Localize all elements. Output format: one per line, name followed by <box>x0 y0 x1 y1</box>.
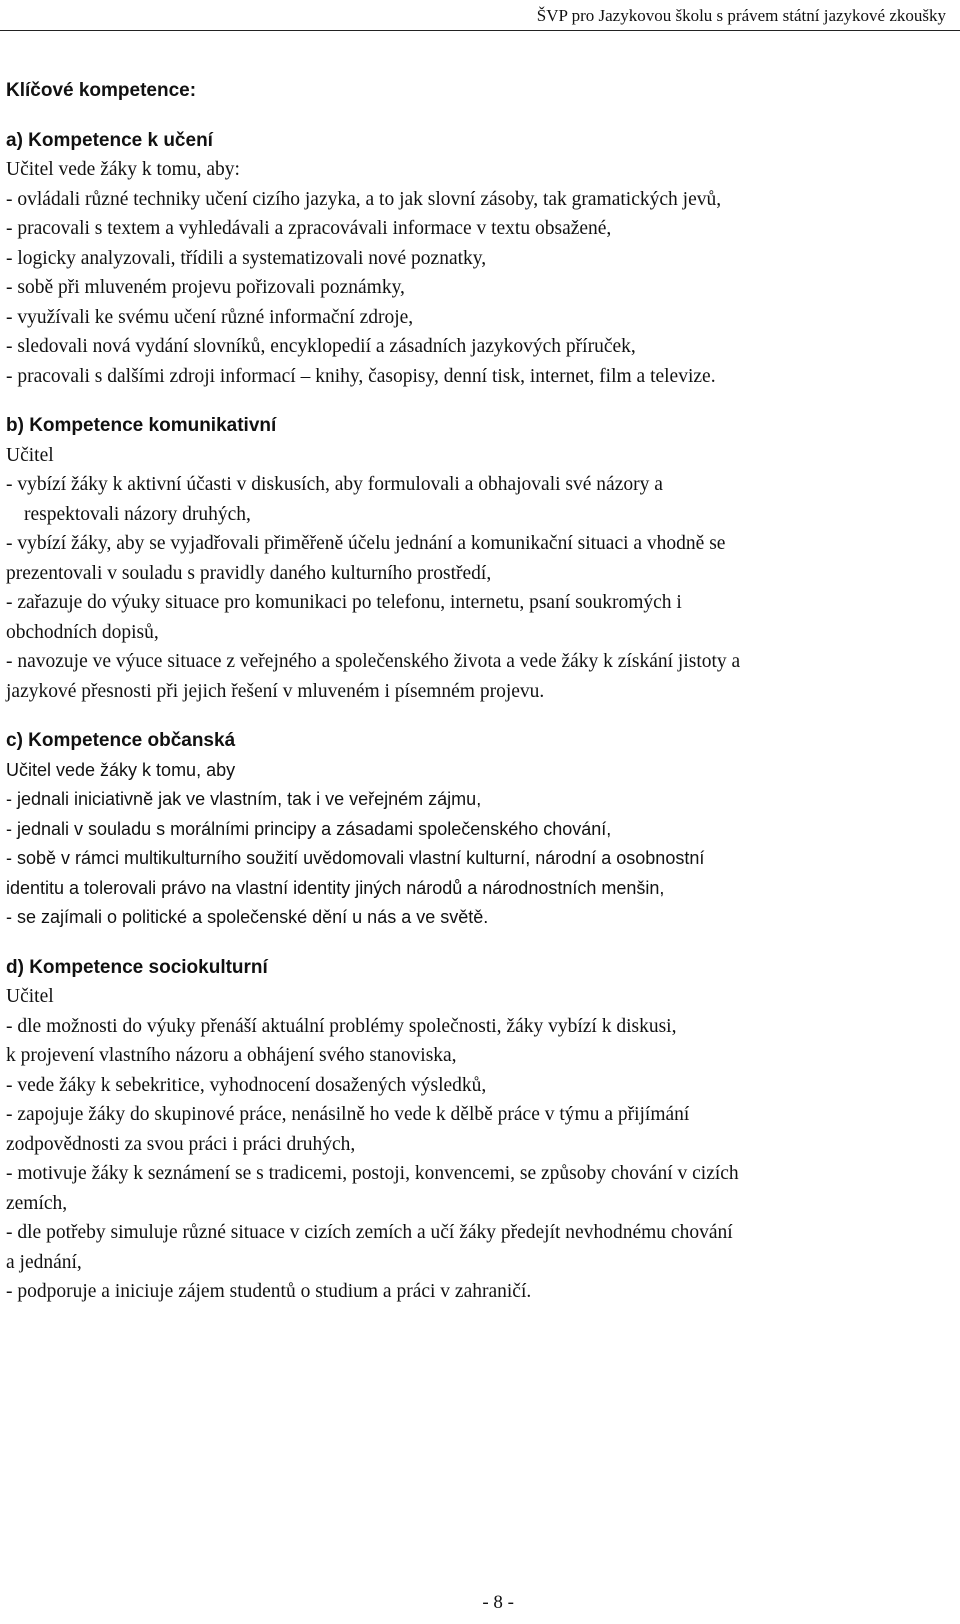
section-line: - sobě při mluveném projevu pořizovali poznámky, <box>6 277 405 298</box>
section-line: - vybízí žáky, aby se vyjadřovali přiměřeně účelu jednání a komunikační situaci a vhodně se <box>6 533 726 554</box>
section-line: Učitel <box>6 986 54 1007</box>
page-header <box>0 4 960 31</box>
section-line: jazykové přesnosti při jejich řešení v mluveném i písemném projevu. <box>6 680 545 702</box>
section-line: - ovládali různé techniky učení cizího jazyka, a to jak slovní zásoby, tak gramatických jevů, <box>6 188 722 210</box>
page-number: - 8 - <box>482 1592 514 1613</box>
section-sociocultural <box>6 953 958 1307</box>
section-line: - zařazuje do výuky situace pro komunikaci po telefonu, internetu, psaní soukromých i <box>6 592 682 613</box>
section-line: Učitel vede žáky k tomu, aby: <box>6 159 240 180</box>
section-line: prezentovali v souladu s pravidly daného kulturního prostředí, <box>6 562 492 584</box>
section-line: - využívali ke svému učení různé informační zdroje, <box>6 306 414 328</box>
section-line: - pracovali s textem a vyhledávali a zpracovávali informace v textu obsažené, <box>6 218 612 239</box>
section-line: - podporuje a iniciuje zájem studentů o studium a práci v zahraničí. <box>6 1281 532 1302</box>
section-heading: d) Kompetence sociokulturní <box>6 956 268 978</box>
header-title: ŠVP pro Jazykovou školu s právem státní jazykové zkoušky <box>536 6 946 25</box>
section-line: identitu a tolerovali právo na vlastní identity jiných národů a národnostních menšin, <box>6 877 665 898</box>
section-line: - dle možnosti do výuky přenáší aktuální problémy společnosti, žáky vybízí k diskusi, <box>6 1015 677 1037</box>
section-line: - se zajímali o politické a společenské dění u nás a ve světě. <box>6 907 489 927</box>
section-line: Učitel vede žáky k tomu, aby <box>6 759 236 780</box>
section-line: - pracovali s dalšími zdroji informací – knihy, časopisy, denní tisk, internet, film a televize. <box>6 365 716 387</box>
section-line: obchodních dopisů, <box>6 621 159 643</box>
section-line: - sledovali nová vydání slovníků, encyklopedií a zásadních jazykových příruček, <box>6 336 636 357</box>
section-line: - vybízí žáky k aktivní účasti v diskusích, aby formulovali a obhajovali své názory a <box>6 474 663 495</box>
section-heading: a) Kompetence k učení <box>6 129 213 151</box>
section-civic <box>6 726 958 933</box>
section-line: Učitel <box>6 444 54 466</box>
section-line: - navozuje ve výuce situace z veřejného a společenského života a vede žáky k získání jistoty a <box>6 651 741 672</box>
section-communicative <box>6 411 958 706</box>
section-heading: b) Kompetence komunikativní <box>6 415 277 436</box>
section-line: - zapojuje žáky do skupinové práce, nenásilně ho vede k dělbě práce v týmu a přijímání <box>6 1104 690 1125</box>
page-title: Klíčové kompetence: <box>6 80 197 101</box>
section-learning <box>6 126 958 392</box>
section-line: - jednali iniciativně jak ve vlastním, tak i ve veřejném zájmu, <box>6 789 482 809</box>
section-line: - dle potřeby simuluje různé situace v cizích zemích a učí žáky předejít nevhodnému chování <box>6 1222 733 1243</box>
section-line: respektovali názory druhých, <box>24 503 251 525</box>
section-heading: c) Kompetence občanská <box>6 730 236 751</box>
section-line: zodpovědnosti za svou práci i práci druhých, <box>6 1133 356 1155</box>
section-line: - motivuje žáky k seznámení se s tradicemi, postoji, konvencemi, se způsoby chování v cizích <box>6 1163 739 1184</box>
document-body <box>6 76 958 1307</box>
section-line: - vede žáky k sebekritice, vyhodnocení dosažených výsledků, <box>6 1074 487 1096</box>
section-line: zemích, <box>6 1192 68 1214</box>
section-line: - jednali v souladu s morálními principy a zásadami společenského chování, <box>6 818 612 839</box>
section-line: - sobě v rámci multikulturního soužití uvědomovali vlastní kulturní, národní a osobnostní <box>6 848 705 868</box>
page-footer <box>0 1592 960 1614</box>
section-line: a jednání, <box>6 1251 82 1273</box>
section-line: - logicky analyzovali, třídili a systematizovali nové poznatky, <box>6 247 487 269</box>
section-line: k projevení vlastního názoru a obhájení svého stanoviska, <box>6 1045 457 1066</box>
